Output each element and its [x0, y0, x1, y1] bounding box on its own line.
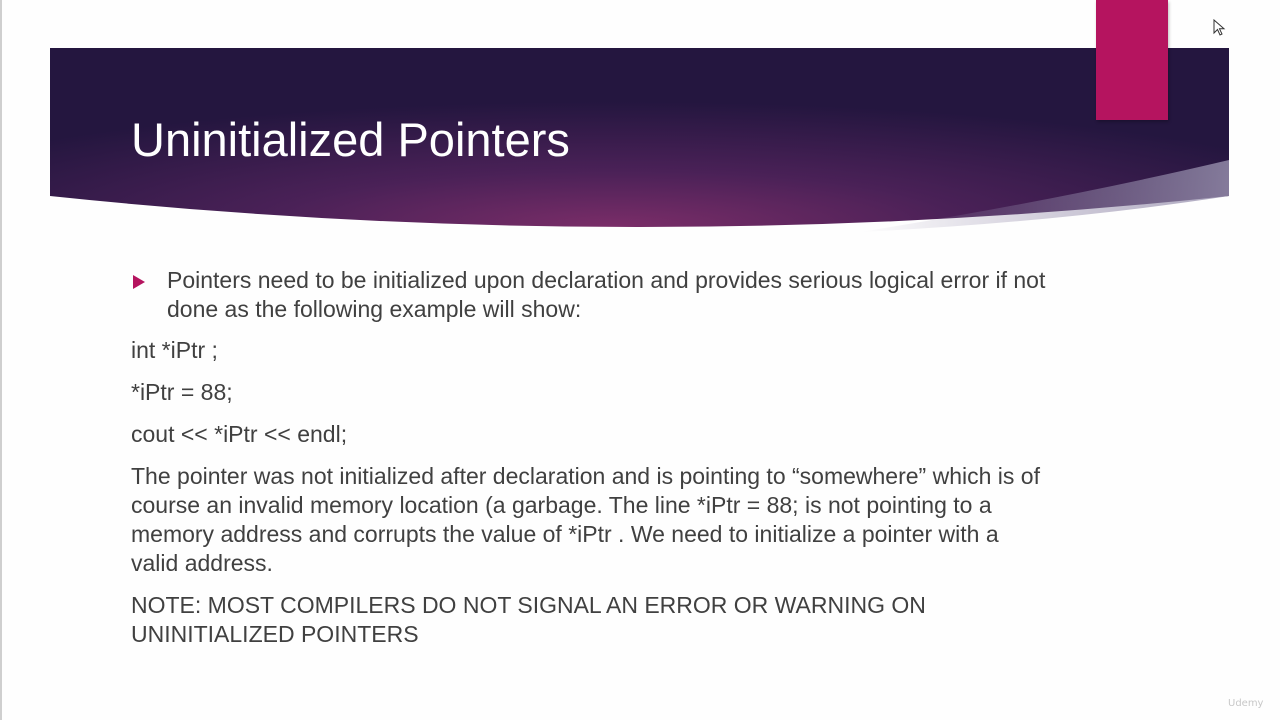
code-line: int *iPtr ;	[131, 337, 218, 363]
bullet-text: Pointers need to be initialized upon declaration and provides serious logical error if not done as the following example will show:	[167, 267, 1046, 322]
note-text: NOTE: MOST COMPILERS DO NOT SIGNAL AN ERROR OR WARNING ON UNINITIALIZED POINTERS	[131, 592, 926, 647]
udemy-watermark: Udemy	[1228, 698, 1264, 709]
bullet-item	[131, 266, 1051, 324]
mouse-pointer-icon	[1213, 19, 1227, 37]
slide-content	[131, 266, 1051, 662]
explanation-text: The pointer was not initialized after declaration and is pointing to “somewhere” which is of course an invalid memory location (a garbage. The line *iPtr = 88; is not pointing to a memory address and corrupts the value of *iPtr . We need to initialize a pointer with a valid address.	[131, 463, 1040, 576]
triangle-bullet-icon	[133, 275, 145, 289]
accent-tab	[1096, 0, 1168, 120]
slide-title: Uninitialized Pointers	[131, 113, 570, 166]
code-line: cout << *iPtr << endl;	[131, 421, 348, 447]
code-line: *iPtr = 88;	[131, 379, 233, 405]
